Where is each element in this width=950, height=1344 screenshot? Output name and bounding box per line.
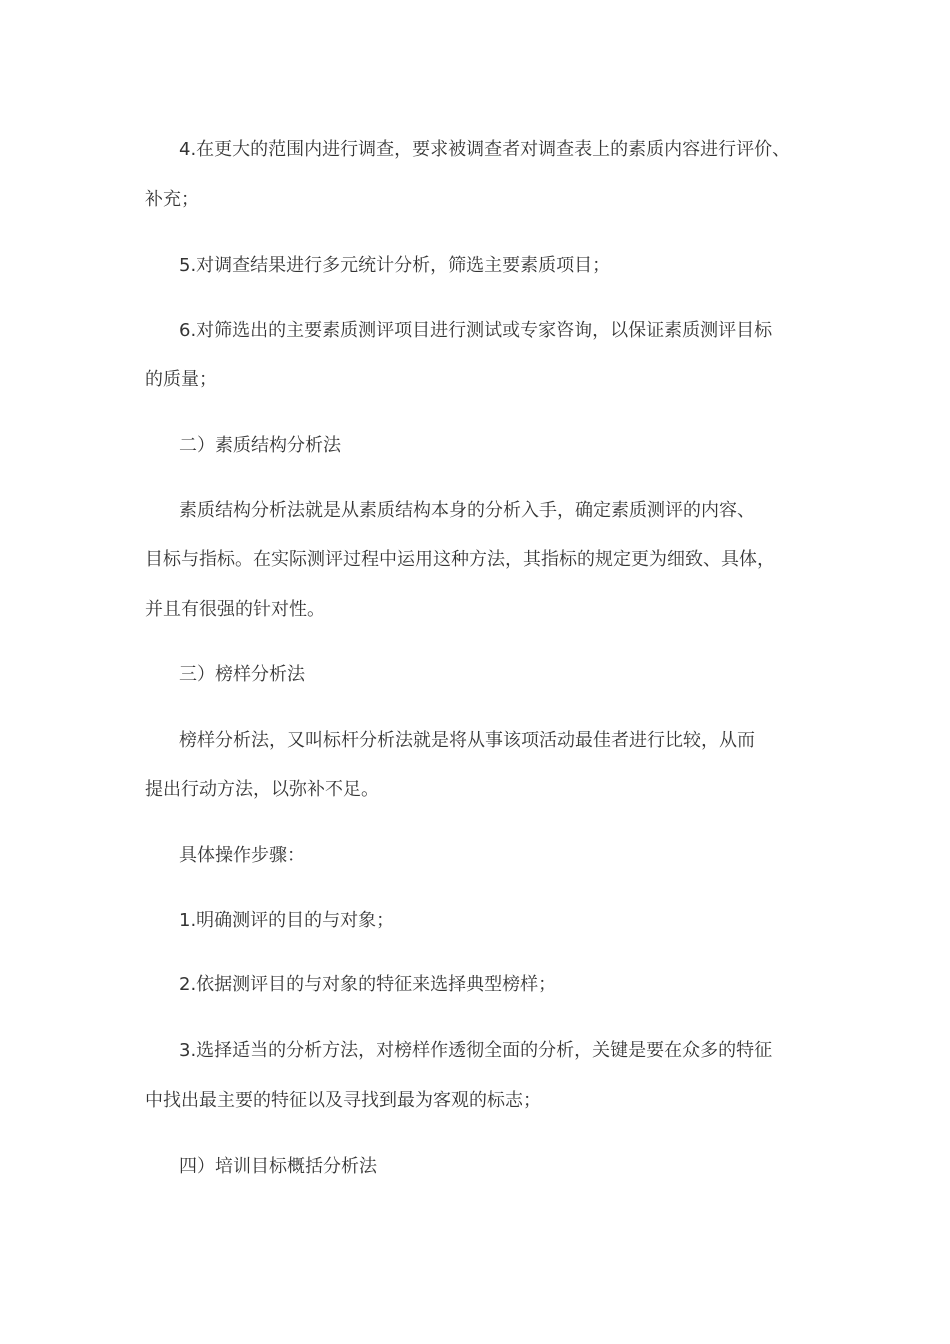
- text-line: 4.在更大的范围内进行调查，要求被调查者对调查表上的素质内容进行评价、: [179, 139, 791, 160]
- text-line: 提出行动方法，以弥补不足。: [145, 779, 379, 800]
- text-line: 目标与指标。在实际测评过程中运用这种方法，其指标的规定更为细致、具体，: [145, 549, 775, 570]
- list-item: 1.明确测评的目的与对象；: [179, 910, 395, 931]
- text-line: 素质结构分析法就是从素质结构本身的分析入手，确定素质测评的内容、: [179, 500, 755, 521]
- text-line: 榜样分析法，又叫标杆分析法就是将从事该项活动最佳者进行比较，从而: [179, 730, 755, 751]
- text-line: 6.对筛选出的主要素质测评项目进行测试或专家咨询，以保证素质测评目标: [179, 320, 773, 341]
- text-line: 中找出最主要的特征以及寻找到最为客观的标志；: [145, 1090, 541, 1111]
- list-item: 3.选择适当的分析方法，对榜样作透彻全面的分析，关键是要在众多的特征: [179, 1040, 773, 1061]
- section-heading: 四）培训目标概括分析法: [179, 1156, 377, 1177]
- list-item: 2.依据测评目的与对象的特征来选择典型榜样；: [179, 974, 557, 995]
- text-line: 并且有很强的针对性。: [145, 599, 325, 620]
- section-heading: 二）素质结构分析法: [179, 435, 341, 456]
- text-line: 的质量；: [145, 369, 217, 390]
- section-heading: 三）榜样分析法: [179, 664, 305, 685]
- text-line: 5.对调查结果进行多元统计分析，筛选主要素质项目；: [179, 255, 611, 276]
- text-line: 具体操作步骤：: [179, 845, 305, 866]
- text-line: 补充；: [145, 189, 199, 210]
